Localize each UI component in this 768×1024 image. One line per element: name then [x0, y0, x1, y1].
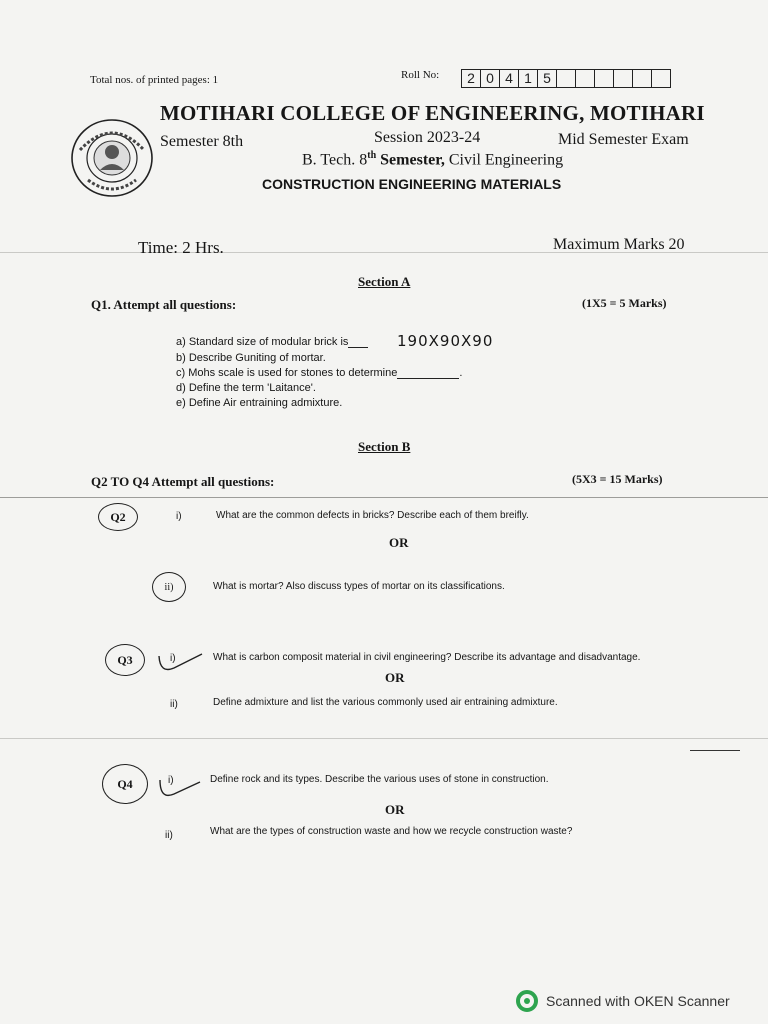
or-separator: OR	[385, 670, 405, 685]
maximum-marks: Maximum Marks 20	[553, 236, 685, 253]
q1-item-text: a) Standard size of modular brick is	[176, 336, 349, 348]
roll-digit	[614, 70, 633, 87]
oken-logo-icon	[516, 990, 538, 1012]
q4-part-ii-text: What are the types of construction waste and how we recycle construction waste?	[210, 826, 573, 837]
q1-item-d: d) Define the term 'Laitance'.	[176, 382, 316, 394]
section-b-marks: (5X3 = 15 Marks)	[572, 472, 663, 486]
semester-label: Semester 8th	[160, 133, 244, 150]
roll-digit: 2	[462, 70, 481, 87]
q3-label: Q3	[105, 644, 145, 676]
roll-digit: 4	[500, 70, 519, 87]
paper-crease	[0, 738, 768, 739]
q4-part-i-number: i)	[168, 775, 174, 786]
q1-instruction: Q1. Attempt all questions:	[91, 297, 237, 312]
q4-part-i-text: Define rock and its types. Describe the various uses of stone in construction.	[210, 774, 549, 785]
section-a-title: Section A	[358, 274, 411, 289]
printed-pages-note: Total nos. of printed pages: 1	[90, 74, 219, 86]
roll-digit: 0	[481, 70, 500, 87]
q1-marks: (1X5 = 5 Marks)	[582, 296, 667, 310]
q2-label: Q2	[98, 503, 138, 531]
roll-digit	[633, 70, 652, 87]
q2-part-ii-number: ii)	[152, 572, 186, 602]
q4-label: Q4	[102, 764, 148, 804]
handwritten-answer: 190X90X90	[397, 332, 494, 350]
q3-part-i-number: i)	[170, 653, 176, 664]
q2-part-i-text: What are the common defects in bricks? Describe each of them breifly.	[216, 510, 529, 521]
program-prefix: B. Tech. 8	[302, 151, 368, 169]
q3-part-ii-number: ii)	[170, 699, 178, 710]
session-label: Session 2023-24	[374, 129, 481, 146]
roll-digit: 5	[538, 70, 557, 87]
checkmark-icon	[156, 770, 206, 802]
roll-digit	[576, 70, 595, 87]
q3-part-i-text: What is carbon composit material in civil engineering? Describe its advantage and disadvantage.	[213, 652, 641, 663]
section-b-title: Section B	[358, 439, 411, 454]
subject-title: CONSTRUCTION ENGINEERING MATERIALS	[262, 176, 562, 192]
q1-item-e: e) Define Air entraining admixture.	[176, 397, 343, 409]
college-seal-logo	[70, 118, 154, 198]
or-separator: OR	[389, 535, 409, 550]
program-semester: Semester,	[376, 151, 445, 169]
section-b-instruction: Q2 TO Q4 Attempt all questions:	[91, 474, 275, 489]
q1-item-suffix: .	[459, 367, 463, 379]
roll-digit	[557, 70, 576, 87]
roll-number-label: Roll No:	[401, 69, 440, 81]
paper-crease	[0, 497, 768, 498]
exam-time: Time: 2 Hrs.	[138, 238, 224, 257]
q1-item-b: b) Describe Guniting of mortar.	[176, 352, 326, 364]
college-name: MOTIHARI COLLEGE OF ENGINEERING, MOTIHARI	[160, 101, 705, 125]
q2-part-i-number: i)	[176, 511, 182, 522]
scanner-watermark	[516, 990, 730, 1012]
exam-type: Mid Semester Exam	[558, 131, 689, 148]
scanner-text: Scanned with OKEN Scanner	[546, 993, 730, 1009]
checkmark-icon	[156, 648, 206, 676]
program-line	[302, 150, 563, 169]
q1-item-text: c) Mohs scale is used for stones to determine	[176, 367, 398, 379]
roll-digit: 1	[519, 70, 538, 87]
roll-digit	[595, 70, 614, 87]
q2-part-ii-text: What is mortar? Also discuss types of mortar on its classifications.	[213, 581, 505, 592]
or-separator: OR	[385, 802, 405, 817]
program-sup: th	[367, 150, 377, 161]
roll-number-boxes	[461, 69, 671, 88]
q1-item-a	[176, 336, 368, 348]
roll-digit	[652, 70, 670, 87]
pen-mark	[690, 750, 740, 751]
q3-part-ii-text: Define admixture and list the various commonly used air entraining admixture.	[213, 697, 558, 708]
program-suffix: Civil Engineering	[444, 151, 564, 169]
q4-part-ii-number: ii)	[165, 830, 173, 841]
q1-item-c	[176, 367, 462, 379]
